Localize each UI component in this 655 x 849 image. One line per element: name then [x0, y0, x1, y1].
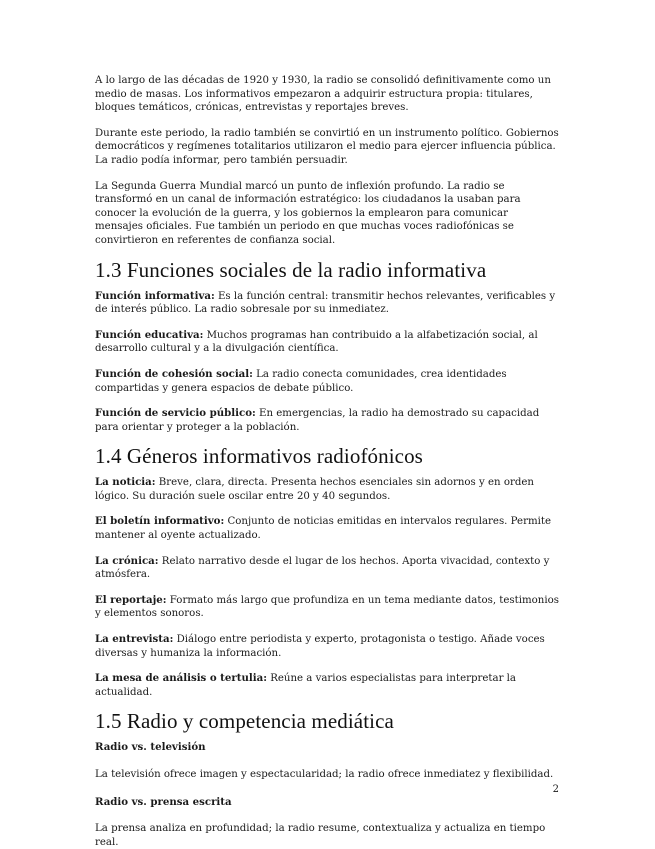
function-item — [95, 329, 559, 356]
page-number: 2 — [552, 784, 559, 795]
item-term: La crónica: — [95, 554, 159, 567]
item-text: Es la función central: transmitir hechos relevantes, verificables y de interés público. La radio sobresale por su inmediatez. — [95, 290, 556, 316]
intro-paragraph: Durante este periodo, la radio también se convirtió en un instrumento político. Gobiernos democráticos y regímenes totalitarios utilizaron el medio para ejercer influencia pública. La radio podía informar, pero también persuadir. — [95, 127, 559, 166]
item-text: La radio conecta comunidades, crea identidades compartidas y genera espacios de debate público. — [95, 368, 507, 394]
item-text: Diálogo entre periodista y experto, protagonista o testigo. Añade voces diversas y humaniza la información. — [95, 634, 545, 659]
item-text: Breve, clara, directa. Presenta hechos esenciales sin adornos y en orden lógico. Su duración suele oscilar entre 20 y 40 segundos. — [95, 477, 534, 502]
subsection-text: La prensa analiza en profundidad; la radio resume, contextualiza y actualiza en tiempo real. — [95, 823, 546, 848]
genre-item — [95, 555, 559, 582]
intro-paragraph: La Segunda Guerra Mundial marcó un punto de inflexión profundo. La radio se transformó en un canal de información estratégico: los ciudadanos la usaban para conocer la evolución de la guerra, y los gobiernos la emplearon para comunicar mensajes oficiales. Fue también un periodo en que muchas voces radiofónicas se convirtieron en referentes de confianza social. — [95, 180, 521, 246]
function-item — [95, 368, 559, 395]
genre-item — [95, 672, 559, 699]
function-item — [95, 290, 559, 317]
item-text: Formato más largo que profundiza en un tema mediante datos, testimonios y elementos sonoros. — [95, 594, 559, 620]
item-text: Muchos programas han contribuido a la alfabetización social, al desarrollo cultural y a la divulgación científica. — [95, 329, 538, 355]
genre-item — [95, 594, 559, 621]
item-term: La entrevista: — [95, 633, 174, 646]
item-term: Función de servicio público: — [95, 407, 256, 420]
item-term: El reportaje: — [95, 593, 167, 606]
subsection-title: Radio vs. prensa escrita — [95, 795, 232, 808]
subsection-text: La televisión ofrece imagen y espectacularidad; la radio ofrece inmediatez y flexibilidad. — [95, 769, 554, 780]
item-text: En emergencias, la radio ha demostrado su capacidad para orientar y proteger a la población. — [95, 408, 540, 433]
item-term: Función informativa: — [95, 289, 215, 302]
intro-paragraph: A lo largo de las décadas de 1920 y 1930, la radio se consolidó definitivamente como un medio de masas. Los informativos empezaron a adquirir estructura propia: titulares, bloques temáticos, crónicas, entrevistas y reportajes breves. — [95, 75, 551, 114]
function-item — [95, 407, 559, 434]
item-term: Función de cohesión social: — [95, 367, 253, 380]
item-text: Conjunto de noticias emitidas en intervalos regulares. Permite mantener al oyente actualizado. — [95, 516, 551, 542]
item-term: La mesa de análisis o tertulia: — [95, 672, 267, 685]
item-term: El boletín informativo: — [95, 515, 225, 528]
subsection-title: Radio vs. televisión — [95, 741, 206, 754]
item-text: Reúne a varios especialistas para interpretar la actualidad. — [95, 673, 517, 698]
genre-item — [95, 633, 559, 660]
genre-item — [95, 476, 559, 503]
section-heading-1-5: 1.5 Radio y competencia mediática — [95, 709, 394, 734]
section-heading-1-4: 1.4 Géneros informativos radiofónicos — [95, 444, 423, 469]
genre-item — [95, 515, 559, 542]
section-heading-1-3: 1.3 Funciones sociales de la radio informativa — [95, 257, 487, 282]
item-term: Función educativa: — [95, 328, 204, 341]
item-term: La noticia: — [95, 476, 156, 489]
item-text: Relato narrativo desde el lugar de los hechos. Aporta vivacidad, contexto y atmósfera. — [95, 555, 550, 581]
